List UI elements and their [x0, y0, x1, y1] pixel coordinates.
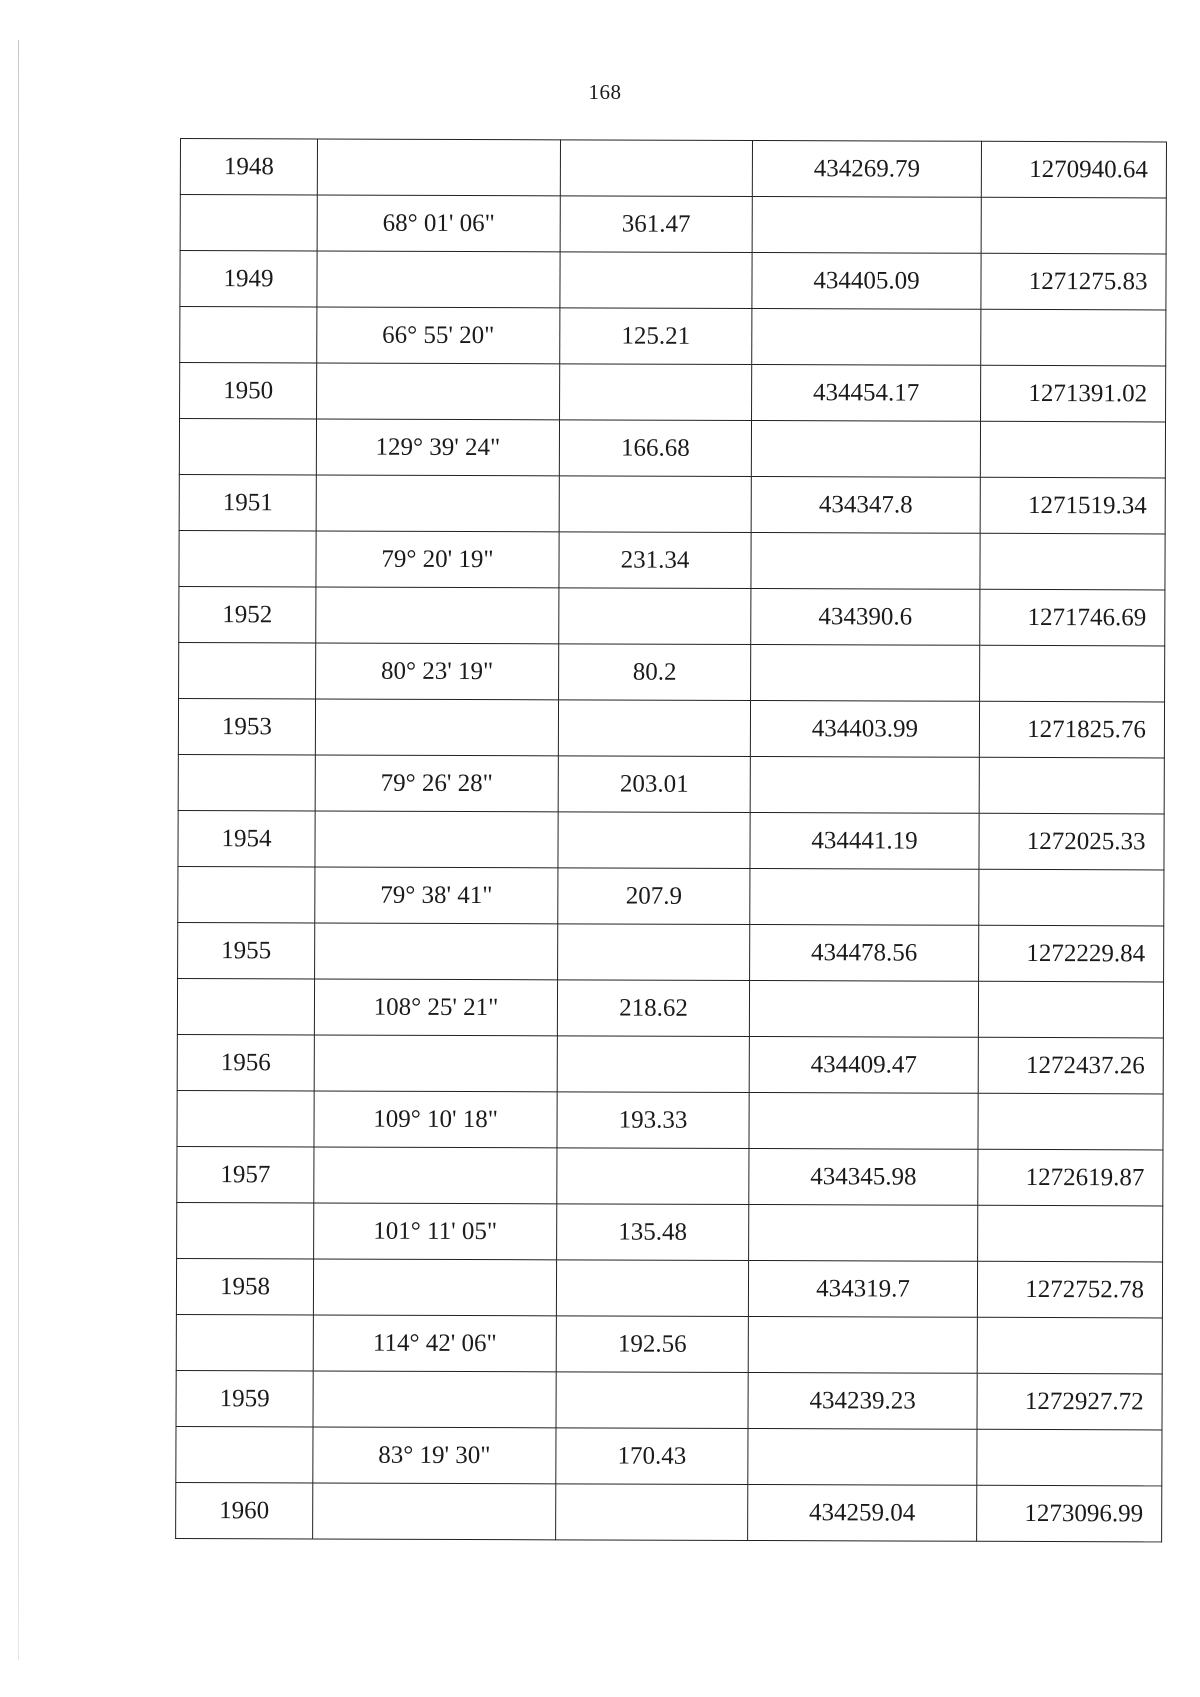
station-cell	[179, 419, 316, 475]
northing-cell: 1271825.76	[979, 701, 1164, 758]
table-row	[176, 1314, 1162, 1373]
easting-cell	[752, 308, 981, 365]
table-row	[177, 978, 1163, 1037]
bearing-cell	[313, 1371, 556, 1428]
station-cell	[178, 866, 315, 922]
northing-cell	[980, 533, 1165, 590]
station-cell	[176, 1314, 313, 1370]
distance-cell	[557, 1148, 749, 1205]
table-row	[177, 1034, 1163, 1093]
northing-cell	[981, 309, 1166, 366]
easting-cell: 434478.56	[750, 924, 979, 981]
northing-cell	[979, 757, 1164, 814]
easting-cell: 434347.8	[751, 476, 980, 533]
station-cell	[179, 642, 316, 698]
easting-cell: 434390.6	[751, 588, 980, 645]
table-row	[179, 419, 1165, 478]
bearing-cell	[315, 923, 558, 980]
easting-cell	[752, 196, 981, 253]
table-row	[178, 754, 1164, 813]
easting-cell: 434454.17	[752, 364, 981, 421]
distance-cell: 192.56	[556, 1316, 748, 1373]
bearing-cell	[317, 251, 560, 308]
table-row	[179, 530, 1165, 589]
table-row	[179, 586, 1165, 645]
table-row	[178, 810, 1164, 869]
distance-cell	[556, 1372, 748, 1429]
northing-cell	[978, 981, 1163, 1038]
station-cell	[176, 1426, 313, 1482]
station-cell	[180, 195, 317, 251]
northing-cell: 1272437.26	[978, 1037, 1163, 1094]
table-row	[180, 307, 1166, 366]
easting-cell	[748, 1428, 977, 1485]
table-row	[176, 1258, 1162, 1317]
northing-cell: 1270940.64	[981, 141, 1166, 198]
table-row	[178, 698, 1164, 757]
easting-cell	[751, 420, 980, 477]
distance-cell	[556, 1484, 748, 1541]
bearing-cell	[314, 1035, 557, 1092]
bearing-cell: 109° 10' 18"	[314, 1091, 557, 1148]
bearing-cell: 108° 25' 21"	[314, 979, 557, 1036]
table-row	[180, 363, 1166, 422]
northing-cell	[980, 645, 1165, 702]
easting-cell	[751, 532, 980, 589]
table-row	[177, 1202, 1163, 1261]
easting-cell: 434441.19	[750, 812, 979, 869]
easting-cell: 434239.23	[748, 1372, 977, 1429]
bearing-cell: 129° 39' 24"	[316, 419, 559, 476]
easting-cell	[749, 980, 978, 1037]
distance-cell: 193.33	[557, 1092, 749, 1149]
station-cell: 1956	[177, 1034, 314, 1090]
bearing-cell: 68° 01' 06"	[317, 195, 560, 252]
easting-cell: 434403.99	[750, 700, 979, 757]
distance-cell	[558, 700, 750, 757]
table-row	[180, 195, 1166, 254]
station-cell: 1951	[179, 474, 316, 530]
distance-cell	[556, 1260, 748, 1317]
distance-cell: 170.43	[556, 1428, 748, 1485]
bearing-cell	[315, 811, 558, 868]
easting-cell	[749, 1204, 978, 1261]
distance-cell: 80.2	[559, 644, 751, 701]
bearing-cell	[313, 1483, 556, 1540]
station-cell: 1953	[178, 698, 315, 754]
northing-cell	[977, 1317, 1162, 1374]
station-cell	[177, 978, 314, 1034]
bearing-cell	[313, 1259, 556, 1316]
distance-cell: 231.34	[559, 532, 751, 589]
scan-edge-line	[18, 40, 19, 1660]
northing-cell	[979, 869, 1164, 926]
bearing-cell: 79° 20' 19"	[316, 531, 559, 588]
station-cell: 1948	[180, 139, 317, 195]
station-cell: 1959	[176, 1370, 313, 1426]
station-cell: 1960	[176, 1482, 313, 1538]
bearing-cell	[317, 139, 560, 196]
table-body	[176, 139, 1167, 1542]
northing-cell	[978, 1093, 1163, 1150]
table-row	[176, 1426, 1162, 1485]
station-cell	[177, 1090, 314, 1146]
distance-cell: 207.9	[558, 868, 750, 925]
northing-cell: 1271519.34	[980, 477, 1165, 534]
table-row	[180, 251, 1166, 310]
bearing-cell: 79° 26' 28"	[315, 755, 558, 812]
bearing-cell: 80° 23' 19"	[316, 643, 559, 700]
bearing-cell: 83° 19' 30"	[313, 1427, 556, 1484]
northing-cell	[981, 197, 1166, 254]
easting-cell: 434269.79	[752, 140, 981, 197]
easting-cell	[750, 756, 979, 813]
distance-cell	[559, 588, 751, 645]
northing-cell: 1272752.78	[977, 1261, 1162, 1318]
distance-cell	[559, 476, 751, 533]
northing-cell: 1271746.69	[980, 589, 1165, 646]
traverse-table	[175, 138, 1167, 1542]
northing-cell: 1273096.99	[977, 1485, 1162, 1542]
table-row	[178, 922, 1164, 981]
northing-cell: 1271391.02	[981, 365, 1166, 422]
distance-cell	[560, 364, 752, 421]
distance-cell: 218.62	[557, 980, 749, 1037]
station-cell	[177, 1202, 314, 1258]
easting-cell: 434259.04	[748, 1484, 977, 1541]
easting-cell: 434405.09	[752, 252, 981, 309]
station-cell: 1957	[177, 1146, 314, 1202]
distance-cell: 166.68	[559, 420, 751, 477]
page-number: 168	[588, 80, 622, 104]
table-row	[179, 642, 1165, 701]
northing-cell	[978, 1205, 1163, 1262]
station-cell	[178, 754, 315, 810]
bearing-cell	[317, 363, 560, 420]
distance-cell	[560, 140, 752, 197]
station-cell: 1952	[179, 586, 316, 642]
bearing-cell: 114° 42' 06"	[313, 1315, 556, 1372]
station-cell: 1954	[178, 810, 315, 866]
table-row	[176, 1482, 1162, 1541]
bearing-cell: 66° 55' 20"	[317, 307, 560, 364]
table-row	[176, 1370, 1162, 1429]
table-row	[178, 866, 1164, 925]
station-cell	[180, 307, 317, 363]
distance-cell: 135.48	[557, 1204, 749, 1261]
distance-cell	[558, 924, 750, 981]
distance-cell: 361.47	[560, 196, 752, 253]
station-cell: 1950	[180, 363, 317, 419]
distance-cell	[558, 812, 750, 869]
northing-cell	[980, 421, 1165, 478]
distance-cell: 203.01	[558, 756, 750, 813]
station-cell: 1955	[178, 922, 315, 978]
easting-cell	[751, 644, 980, 701]
easting-cell: 434345.98	[749, 1148, 978, 1205]
table-row	[177, 1090, 1163, 1149]
easting-cell: 434409.47	[749, 1036, 978, 1093]
bearing-cell	[316, 475, 559, 532]
northing-cell: 1271275.83	[981, 253, 1166, 310]
northing-cell: 1272927.72	[977, 1373, 1162, 1430]
bearing-cell	[314, 1147, 557, 1204]
station-cell: 1949	[180, 251, 317, 307]
northing-cell: 1272619.87	[978, 1149, 1163, 1206]
bearing-cell	[315, 699, 558, 756]
bearing-cell: 79° 38' 41"	[315, 867, 558, 924]
distance-cell	[557, 1036, 749, 1093]
station-cell: 1958	[176, 1258, 313, 1314]
easting-cell	[749, 1092, 978, 1149]
station-cell	[179, 530, 316, 586]
bearing-cell: 101° 11' 05"	[314, 1203, 557, 1260]
easting-cell	[750, 868, 979, 925]
table-row	[180, 139, 1166, 198]
distance-cell: 125.21	[560, 308, 752, 365]
table-row	[177, 1146, 1163, 1205]
bearing-cell	[316, 587, 559, 644]
easting-cell: 434319.7	[748, 1260, 977, 1317]
distance-cell	[560, 252, 752, 309]
table-row	[179, 474, 1165, 533]
northing-cell: 1272229.84	[979, 925, 1164, 982]
northing-cell	[977, 1429, 1162, 1486]
northing-cell: 1272025.33	[979, 813, 1164, 870]
easting-cell	[748, 1316, 977, 1373]
